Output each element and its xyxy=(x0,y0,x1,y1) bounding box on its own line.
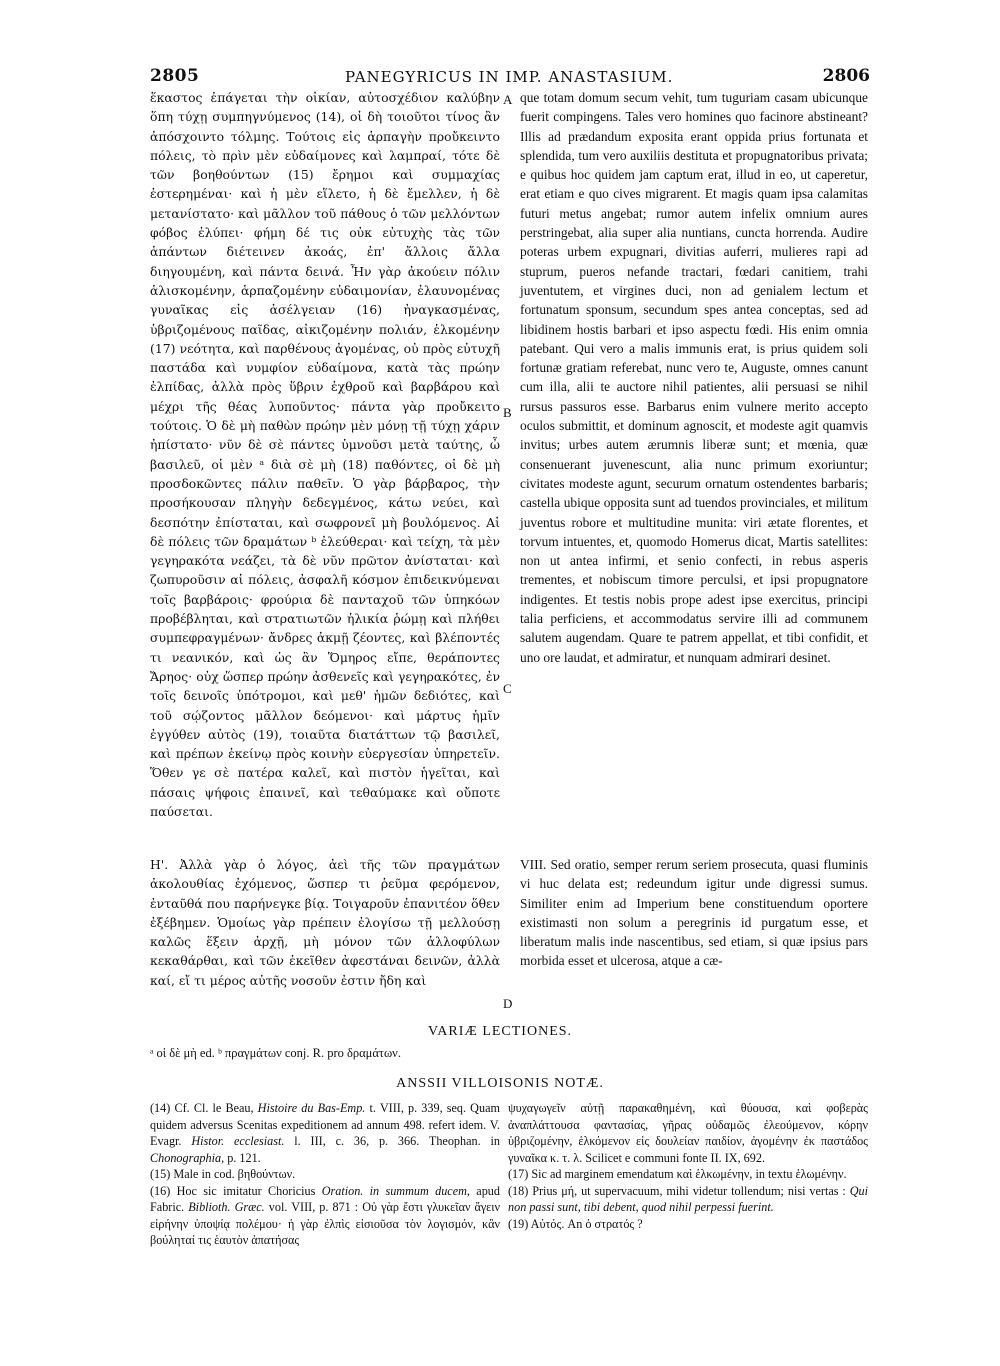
page-number-left: 2805 xyxy=(150,66,200,86)
note-17: (17) Sic ad marginem emendatum καὶ ἑλκωμένην, in textu ἑλωμένην. xyxy=(508,1167,847,1181)
latin-text-section: VIII. Sed oratio, semper rerum seriem prosecuta, quasi fluminis vi huc delata est; redeundum igitur unde digressi sumus. Similiter enim ad Imperium bene constituendum oportere existimasti non solum a peregrinis id purgatum esse, et liberatum malis inde nascentibus, sed etiam, si quæ ipsius pars morbida esset et ulcerosa, atque a cæ- xyxy=(520,857,868,969)
latin-text-main: que totam domum secum vehit, tum tuguriam casam ubicunque fuerit compingens. Tales vero homines quo facinore abstineant? Illis ad prædandum exposita erant oppida prius fortunata et splendida, tum vero auxiliis destituta et propugnatoribus privata; e quibus hoc quidem jam captum erat, illud in eo, ut caperetur, erat etiam e quo cives migrarent. Et magis quam ipsa calamitas futuri metus angebat; rumor autem infelix omnium aures perstringebat, alia super alia nuntians, cuncta horrenda. Audire poteras urbem expugnari, divitias auferri, mulieres rapi ad stuprum, pueros nefande tractari, fœdari canitiem, trahi juventutem, et virgines duci, non ad genialem lectum et fortunatum sponsum, secundum spes antea conceptas, sed ad libidinem hostis barbari et ipso aspectu fœdi. His enim omnia patebant. Qui vero a malis immunis erat, is prius quidem soli fortunæ gratiam referebat, nunc vero te, Auguste, omnes canunt cum illa, alii te auctore nihil patientes, alii persuasi se nihil rursus passuros esse. Barbarus enim vulnere merito accepto oculos submittit, et dominum agnoscit, et modeste agit quamvis invitus; urbes autem ærumnis liberæ sunt; et mœnia, quæ consenuerant juvenescunt, alia nunc primum exoriuntur; civitates modeste agunt, securum ornatum ostendentes barbaris; castella ubique opposita sunt ad tuendos provinciales, et militum juventus robore et multitudine munita: viri ætate florentes, et torvum intuentes, et, quomodo Homerus dicat, Martis satellites: non ut antea infirmi, et senio confecti, in rebus asperis trementes, et nobiscum timore perculsi, et ipsi propugnatore indigentes. Et testis nobis prope adest ipse exercitus, principi talia perficiens, et accommodatus servire illi ad communem salutem augendam. Quare te patrem appellat, et tibi confidit, et uno ore laudat, et admiratur, et nunquam admirari desinet. xyxy=(520,90,868,665)
note-14: (14) Cf. Cl. le Beau, Histoire du Bas-Emp. t. VIII, p. 339, seq. Quam quidem adversus Scenitas expeditionem ad annum 498. refert idem. V. Evagr. Histor. ecclesiast. l. III, c. 36, p. 366. Theophan. in Chonographia, p. 121. xyxy=(150,1101,500,1165)
running-header xyxy=(150,66,870,88)
page-number-right: 2806 xyxy=(822,66,870,86)
greek-column-section xyxy=(150,855,500,990)
note-18: (18) Prius μή, ut supervacuum, mihi videtur tollendum; nisi vertas : Qui non passi sunt, tibi debent, quod nihil perpessi fuerint. xyxy=(508,1183,868,1214)
margin-letter-a: A xyxy=(503,92,513,107)
margin-letter-b: B xyxy=(503,405,512,420)
note-16: (16) Hoc sic imitatur Choricius Oration. in summum ducem, apud Fabric. Biblioth. Græc. vol. VIII, p. 871 : Οὐ γὰρ ἔστι γλυκεῖαν ἄγειν εἰρήνην ὑποψίᾳ πολέμου· ἡ γὰρ ἐλπὶς εἰσιοῦσα τὸν λογισμόν, κἂν βούληταί τις ἑαυτὸν ἀπατήσας xyxy=(150,1183,500,1247)
latin-column-section xyxy=(520,855,868,971)
notes-column-left xyxy=(150,1100,500,1249)
notes-column-right xyxy=(508,1100,868,1232)
latin-column-main xyxy=(520,88,868,667)
note-16-continued: ψυχαγωγεῖν αὐτῇ παρακαθημένη, καὶ θύουσα, καὶ φοβερὰς ἀναπλάττουσα φαντασίας, γῆρας οὐδαμῶς ἐλεούμενον, κόρην ὑβριζομένην, ἑλκόμενον εἰς δουλείαν παιδίον, ἀγομένην ἐκ παστάδος γυναῖκα κ. τ. λ. Scilicet e communi fonte II. IX, 692. xyxy=(508,1101,868,1165)
greek-text-main: ἕκαστος ἐπάγεται τὴν οἰκίαν, αὐτοσχέδιον καλύβην ὅπη τύχῃ συμπηγνύμενος (14), οἱ δὴ τοιοῦτοι τίνος ἂν ἀπόσχοιντο τόλμης. Τούτοις εἰς ἁρπαγὴν προὔκειντο πόλεις, τὸ πρὶν μὲν εὐδαίμονες καὶ λαμπραί, τότε δὲ τῶν βοηθούντων (15) ἔρημοι καὶ συμμαχίας ἐστερημέναι· καὶ ἡ μὲν εἵλετο, ἡ δὲ ἔμελλεν, ἡ δὲ μετανίστατο· καὶ μᾶλλον τοῦ πάθους ὁ τῶν μελλόντων φόβος ἐλύπει· φήμη δέ τις οὐκ εὐτυχὴς τὰς τῶν ἁπάντων διέτεινεν ἀκοάς, ἐπ' ἄλλοις ἄλλα διηγουμένη, καὶ πάντα δεινά. Ἦν γὰρ ἀκούειν πόλιν ἁλισκομένην, ἁρπαζομένην εὐδαιμονίαν, ἐλαυνομένας γυναῖκας εἰς ἀσέλγειαν (16) ἠναγκασμένας, ὑβριζομένους παῖδας, αἰκιζομένην πολιάν, ἑλκομένην (17) νεότητα, καὶ παρθένους ἀγομένας, οὐ πρὸς εὐτυχῆ παστάδα καὶ νυμφίον εὐδαίμονα, κατὰ τὰς πρώην ἐλπίδας, ἀλλὰ πρὸς ὕβριν ἐχθροῦ καὶ βαρβάρου καὶ μέχρι τῆς θέας λυποῦντος· πάντα γὰρ προὔκειτο τούτοις. Ὁ δὲ μὴ παθὼν πρώην μὲν μόνῃ τῇ τύχῃ χάριν ἠπίστατο· νῦν δὲ σὲ πάντες ὑμνοῦσι μετὰ ταύτης, ὦ βασιλεῦ, οἱ μὲν ᵃ διὰ σὲ μὴ (18) παθόντες, οἱ δὲ μὴ προσδοκῶντες πάλιν παθεῖν. Ὁ γὰρ βάρβαρος, τὴν προσήκουσαν πληγὴν δεδεγμένος, κάτω νεύει, καὶ δεσπότην ἐπίσταται, καὶ σωφρονεῖ μὴ βουλόμενος. Αἱ δὲ πόλεις τῶν δραμάτων ᵇ ἐλεύθεραι· καὶ τείχη, τὰ μὲν γεγηρακότα νεάζει, τὰ δὲ νῦν πρῶτον ἀνίσταται· καὶ ζωπυροῦσιν αἱ πόλεις, ἀσφαλῆ κόσμον ἐπιδεικνύμεναι τοῖς βαρβάροις· φρούρια δὲ πανταχοῦ τῶν ὑπηκόων προβέβληται, καὶ στρατιωτῶν ἡλικία ῥώμῃ καὶ πλήθει συμπεφραγμένων· ἄνδρες ἀκμῇ ζέοντες, καὶ βλέποντές τι νεανικόν, καὶ ὡς ἂν Ὅμηρος εἴπε, θεράποντες Ἄρηος· οὐχ ὥσπερ πρώην ἀσθενεῖς καὶ γεγηρακότες, ἐν τοῖς δεινοῖς ὑπότρομοι, καὶ μεθ' ἡμῶν δεδιότες, καὶ τοῦ σῴζοντος μᾶλλον δεόμενοι· καὶ μάρτυς ἡμῖν ἐγγύθεν αὐτὸς (19), τοιαῦτα διατάττων τῷ βασιλεῖ, καὶ πρέπων ἐκείνῳ πρὸς κοινὴν εὐεργεσίαν ὑπηρετεῖν. Ὅθεν γε σὲ πατέρα καλεῖ, καὶ πιστὸν ἡγεῖται, καὶ πάσαις ψήφοις ἐπαινεῖ, καὶ τεθαύμακε καὶ οὔποτε παύσεται. xyxy=(150,90,500,819)
note-19: (19) Αὐτός. An ὁ στρατός ? xyxy=(508,1216,643,1231)
greek-text-section: Η'. Ἀλλὰ γὰρ ὁ λόγος, ἀεὶ τῆς τῶν πραγμάτων ἀκολουθίας ἐχόμενος, ὥσπερ τι ῥεῦμα φερόμενον, ἐνταῦθά που παρήνεγκε βίᾳ. Τοιγαροῦν ἐπανιτέον ὅθεν ἐξέβημεν. Ὁμοίως γὰρ πρέπειν ἐλογίσω τῇ μελλούσῃ καλῶς ἕξειν ἀρχῇ, μὴ μόνον τῶν ἀλλοφύλων κεκαθάρθαι, καὶ τῶν ἐκεῖθεν ἀφεστάναι δεινῶν, ἀλλὰ καί, εἴ τι μέρος αὐτῆς νοσοῦν ἐστιν ἤδη καὶ xyxy=(150,857,500,988)
variae-lectiones-line: ᵃ οἱ δὲ μὴ ed. ᵇ πραγμάτων conj. R. pro δραμάτων. xyxy=(150,1046,401,1060)
greek-column-main xyxy=(150,88,500,821)
variae-lectiones-heading: VARIÆ LECTIONES. xyxy=(427,1024,573,1039)
notes-heading: ANSSII VILLOISONIS NOTÆ. xyxy=(396,1076,604,1091)
note-15: (15) Male in cod. βηθούντων. xyxy=(150,1167,296,1181)
margin-letter-c: C xyxy=(503,681,512,696)
running-title: PANEGYRICUS IN IMP. ANASTASIUM. xyxy=(345,68,674,86)
margin-letter-d: D xyxy=(503,996,513,1011)
